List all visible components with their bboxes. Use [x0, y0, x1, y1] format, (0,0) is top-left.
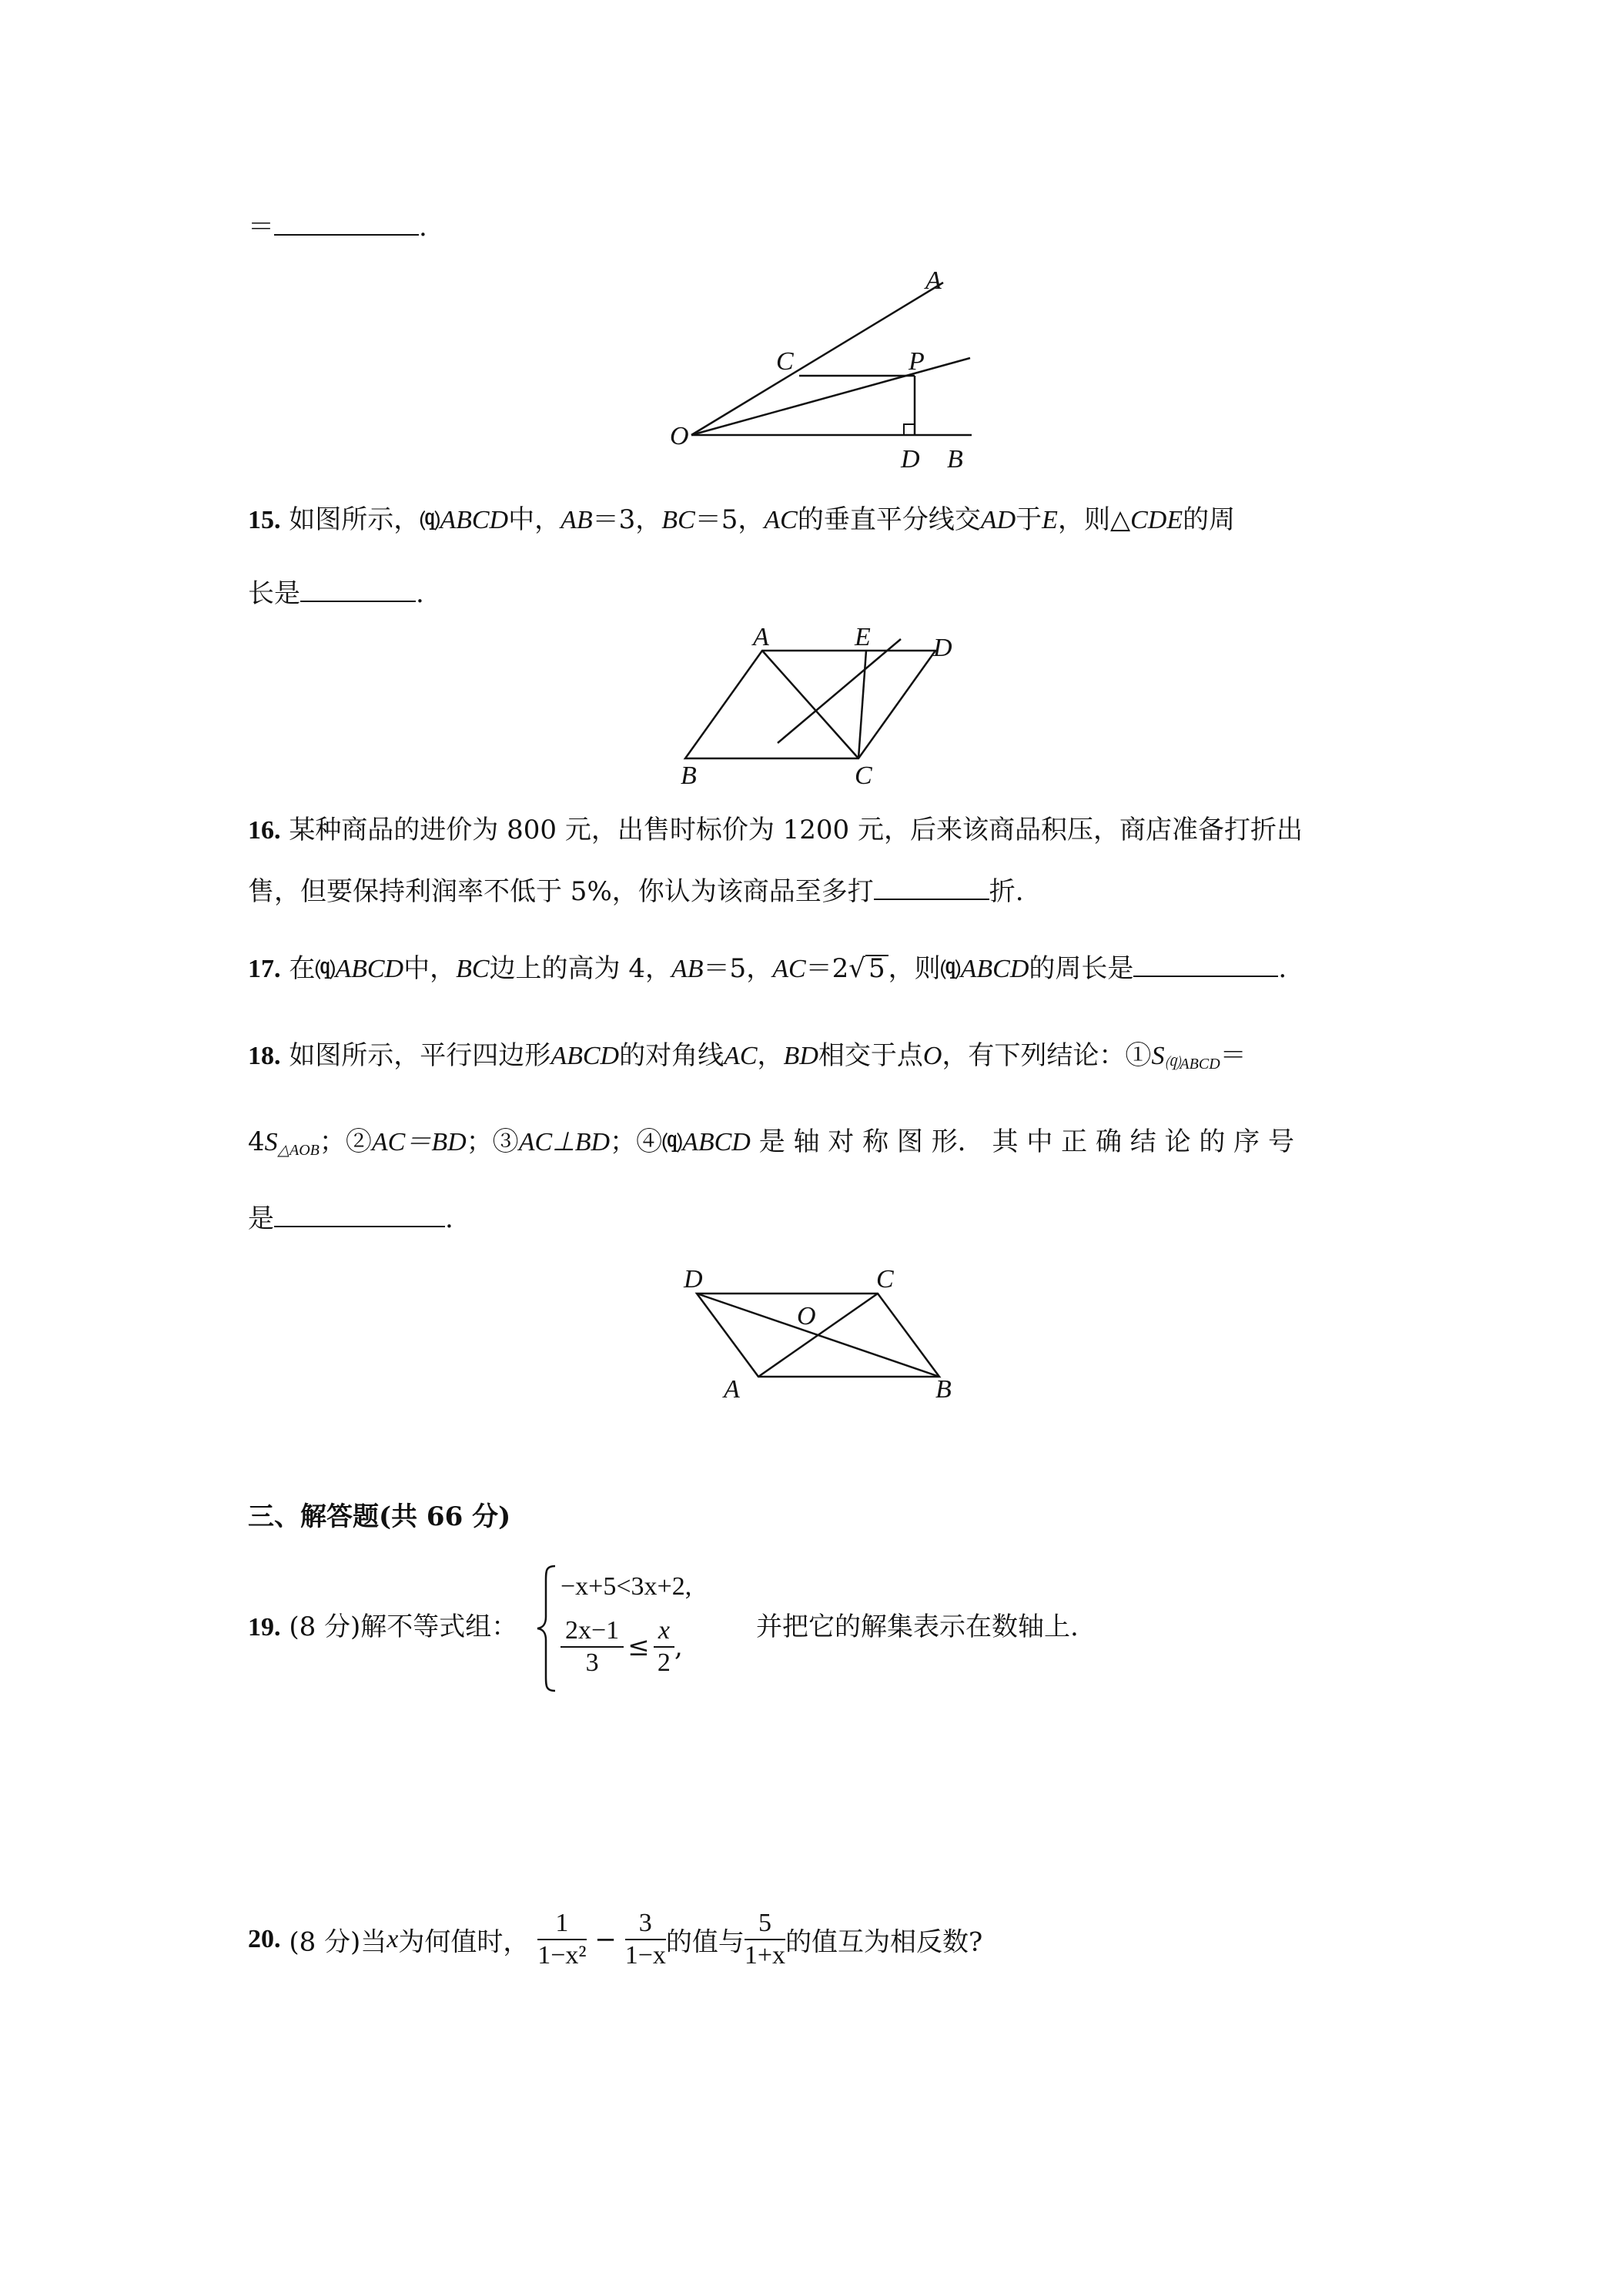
parallelogram-symbol: ⒬	[420, 510, 440, 534]
answer-blank[interactable]	[1133, 952, 1278, 977]
question-number: 20.	[248, 1925, 281, 1953]
label-C: C	[876, 1265, 894, 1294]
label-O: O	[670, 422, 689, 450]
fraction-2: $\frac{3}{1-x}$	[624, 1909, 666, 1970]
label-B: B	[681, 761, 697, 790]
question-number: 16.	[248, 816, 281, 845]
label-C: C	[855, 761, 872, 790]
question-18-line-2: $4S_{\triangle AOB}$；②AC＝BD；③AC⊥BD；④⒬ABCD 是 轴 对 称 图 形． 其 中 正 确 结 论 的 序 号	[248, 1124, 1294, 1168]
label-B: B	[935, 1375, 952, 1404]
question-16-line-2: 售，但要保持利润率不低于 5%，你认为该商品至多打 折.	[248, 876, 1024, 907]
fraction-1: $\frac{1}{\text{1−x²}}$	[537, 1909, 587, 1970]
label-D: D	[684, 1265, 703, 1294]
question-16-line-1: 16. 某种商品的进价为 800 元，出售时标价为 1200 元，后来该商品积压，商店准备打折出	[248, 815, 1303, 845]
question-17: 17. 在⒬ABCD中，BC边上的高为 4，AB＝5，AC＝2√ 5 ，则⒬ABCD的周长是 .	[248, 951, 1287, 989]
answer-blank[interactable]	[274, 1203, 445, 1227]
label-D: D	[901, 445, 920, 474]
label-P: P	[909, 347, 925, 376]
label-C: C	[776, 347, 794, 376]
answer-blank[interactable]	[874, 875, 989, 900]
answer-blank[interactable]	[300, 577, 416, 602]
equals-sign: ＝	[248, 212, 274, 243]
figure-parallelogram-bisector	[670, 624, 993, 793]
question-number: 19.	[248, 1613, 281, 1642]
sqrt-sign: √	[848, 953, 865, 984]
question-19-tail: 并把它的解集表示在数轴上.	[756, 1612, 1079, 1642]
question-18-line-3: 是 .	[248, 1203, 453, 1234]
figure-angle-bisector	[654, 266, 1001, 474]
question-number: 18.	[248, 1042, 281, 1070]
parallelogram-symbol: ⒬	[940, 959, 961, 982]
question-number: 17.	[248, 955, 281, 983]
question-15-line-1: 15. 如图所示，⒬ABCD中，AB＝3，BC＝5，AC的垂直平分线交AD于E，则△CDE的周	[248, 502, 1235, 540]
question-20: 20. (8 分)当x为何值时， $\frac{1}{\text{1−x²}}$ − $\frac{3}{1-x}$ 的值与 $\frac{5}{1+x}$ 的值互为相反数?	[248, 1909, 983, 1970]
parallelogram-symbol: ⒬	[315, 959, 336, 982]
label-O: O	[797, 1302, 816, 1330]
parallelogram-symbol: ⒬	[662, 1133, 683, 1156]
label-B: B	[947, 445, 963, 474]
label-D: D	[933, 634, 952, 662]
section-title: 三、解答题(共 66 分)	[248, 1501, 511, 1532]
q14-answer-line: ＝ .	[248, 212, 427, 243]
inequality-2: $\frac{2x-1}{3}$ ≤ $\frac{x}{2}$ ,	[561, 1615, 683, 1678]
fraction-3: $\frac{5}{1+x}$	[744, 1909, 786, 1970]
question-18-line-1: 18. 如图所示，平行四边形ABCD的对角线AC，BD相交于点O，有下列结论：$①S_{⒬ABCD}=$	[248, 1040, 1247, 1073]
label-A: A	[753, 624, 769, 651]
label-A: A	[925, 266, 942, 295]
question-number: 15.	[248, 506, 281, 534]
label-E: E	[855, 624, 871, 651]
fraction-right: $\frac{x}{2}$	[654, 1615, 674, 1678]
label-A: A	[724, 1375, 740, 1404]
fraction-left: $\frac{2x-1}{3}$	[561, 1615, 624, 1678]
figure-parallelogram-diagonals	[670, 1255, 993, 1409]
inequality-1: −x+5<3x+2,	[561, 1572, 692, 1601]
question-15-line-2: 长是 .	[248, 578, 424, 609]
question-19-label: 19. (8 分)解不等式组：	[248, 1612, 518, 1642]
system-brace	[535, 1563, 558, 1694]
answer-blank[interactable]	[274, 211, 419, 236]
